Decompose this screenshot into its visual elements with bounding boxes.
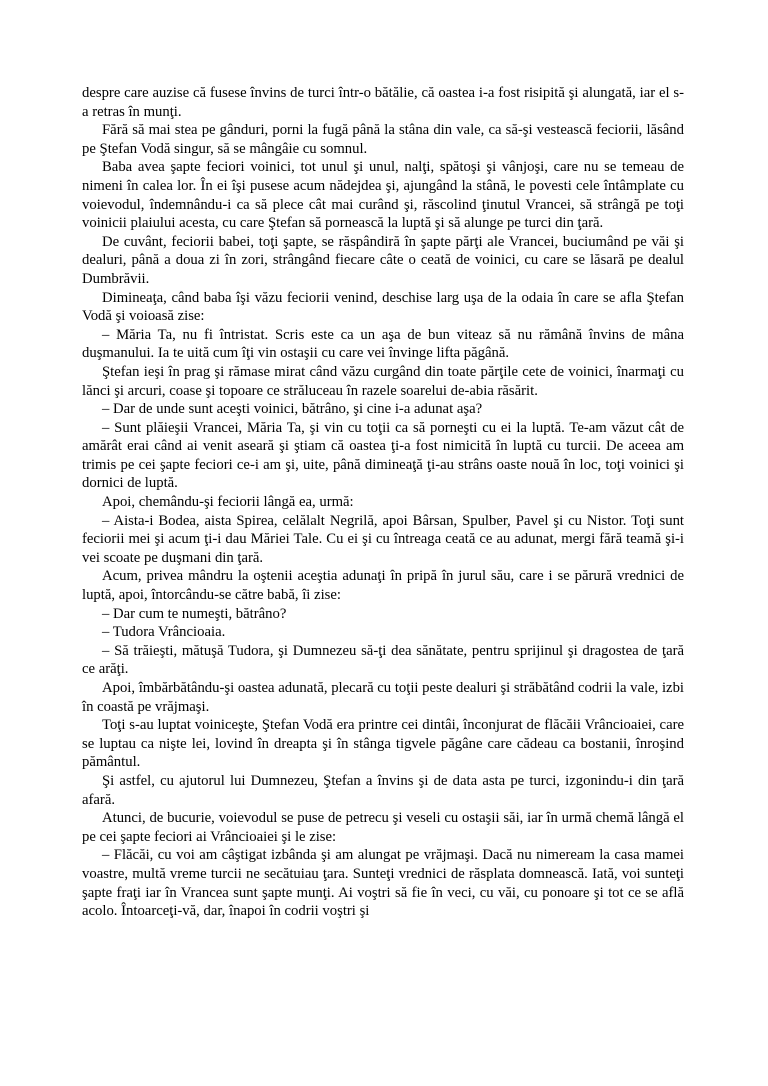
paragraph: Dimineaţa, când baba îşi văzu feciorii venind, deschise larg uşa de la odaia în care se afla Ştefan Vodă şi voioasă zise:: [82, 289, 684, 325]
paragraph: Ştefan ieşi în prag şi rămase mirat când văzu curgând din toate părţile cete de voinici, înarmaţi cu lănci şi arcuri, coase şi topoare ce străluceau în razele soarelui de-abia răsărit.: [82, 363, 684, 399]
paragraph: – Aista-i Bodea, aista Spirea, celălalt Negrilă, apoi Bârsan, Spulber, Pavel şi cu Nistor. Toţi sunt feciorii mei şi acum ţi-i dau Măriei Tale. Cu ei şi cu întreaga ceată ce au adunat, mergi fără teamă şi-i vei scoate pe duşmani din ţară.: [82, 512, 684, 566]
paragraph: – Sunt plăieşii Vrancei, Măria Ta, şi vin cu toţii ca să porneşti cu ei la luptă. Te-am văzut cât de amărât erai când ai venit aseară şi ştiam că oastea ţi-a fost nimicită în luptă cu turcii. De aceea am trimis pe cei şapte feciori ce-i am şi, uite, până dimineaţă ţi-au strâns oaste nouă în loc, toţi voinici şi dornici de luptă.: [82, 419, 684, 492]
paragraph: Apoi, chemându-şi feciorii lângă ea, urmă:: [102, 494, 354, 511]
paragraph: Baba avea şapte feciori voinici, tot unul şi unul, nalţi, spătoşi şi vânjoşi, care nu se temeau de nimeni în calea lor. În ei îşi pusese acum nădejdea şi, ajungând la stână, le povesti cele întâmplate cu voievodul, îndemnându-i ca să plece cât mai curând şi, răscolind ţinutul Vrancei, să strângă pe toţi voinicii plaiului acesta, cu care Ştefan să pornească la luptă şi să alunge pe turci din ţară.: [82, 159, 684, 232]
paragraph: Fără să mai stea pe gânduri, porni la fugă până la stâna din vale, ca să-şi vestească feciorii, lăsând pe Ştefan Vodă singur, să se mângâie cu somnul.: [82, 122, 684, 157]
paragraph: Atunci, de bucurie, voievodul se puse de petrecu şi veseli cu ostaşii săi, iar în urmă chemă lângă el pe cei şapte feciori ai Vrâncioaiei şi le zise:: [82, 810, 684, 845]
paragraph: despre care auzise că fusese învins de turci într-o bătălie, că oastea i-a fost risipită şi alungată, iar el s-a retras în munţi.: [82, 85, 684, 120]
document-page: [82, 84, 684, 921]
paragraph: Acum, privea mândru la oştenii aceştia adunaţi în pripă în jurul său, care i se părură vrednici de luptă, apoi, întorcându-se către babă, îi zise:: [82, 568, 684, 604]
paragraph: – Să trăieşti, mătuşă Tudora, şi Dumnezeu să-ţi dea sănătate, pentru sprijinul şi dragostea de ţară ce arăţi.: [82, 642, 684, 678]
paragraph: De cuvânt, feciorii babei, toţi şapte, se răspândiră în şapte părţi ale Vrancei, buciumând pe văi şi dealuri, până a doua zi în zori, strângând fiecare câte o ceată de voinici, cu care se lăsară pe dealul Dumbrăvii.: [82, 233, 684, 287]
paragraph: – Tudora Vrâncioaia.: [102, 624, 226, 641]
paragraph: Şi astfel, cu ajutorul lui Dumnezeu, Ştefan a învins şi de data asta pe turci, izgonindu-i din ţară afară.: [82, 772, 684, 808]
paragraph: Apoi, îmbărbătându-şi oastea adunată, plecară cu toţii peste dealuri şi străbătând codrii la vale, izbi în coastă pe vrăjmaşi.: [82, 680, 684, 715]
paragraph: – Dar de unde sunt aceşti voinici, bătrâno, şi cine i-a adunat aşa?: [102, 401, 483, 418]
paragraph: – Dar cum te numeşti, bătrâno?: [102, 605, 287, 622]
paragraph: – Flăcăi, cu voi am câştigat izbânda şi am alungat pe vrăjmaşi. Dacă nu nimeream la casa mamei voastre, multă vreme turcii ne secătuiau ţara. Sunteţi vrednici de răsplata domnească. Iată, voi sunteţi şapte fraţi iar în Vrancea sunt şapte munţi. Ai voştri să fie în veci, cu văi, cu ponoare şi tot ce se află acolo. Întoarceţi-vă, dar, înapoi în codrii voştri şi: [82, 847, 684, 920]
paragraph: Toţi s-au luptat voiniceşte, Ştefan Vodă era printre cei dintâi, înconjurat de flăcăii Vrâncioaiei, care se luptau ca nişte lei, lovind în dreapta şi în stânga tigvele păgâne care cădeau ca bostanii, înroşind pământul.: [82, 717, 684, 771]
paragraph: – Măria Ta, nu fi întristat. Scris este ca un aşa de bun viteaz să nu rămână învins de mâna duşmanului. Ia te uită cum îţi vin ostaşii cu care vei învinge lifta păgână.: [82, 326, 684, 362]
